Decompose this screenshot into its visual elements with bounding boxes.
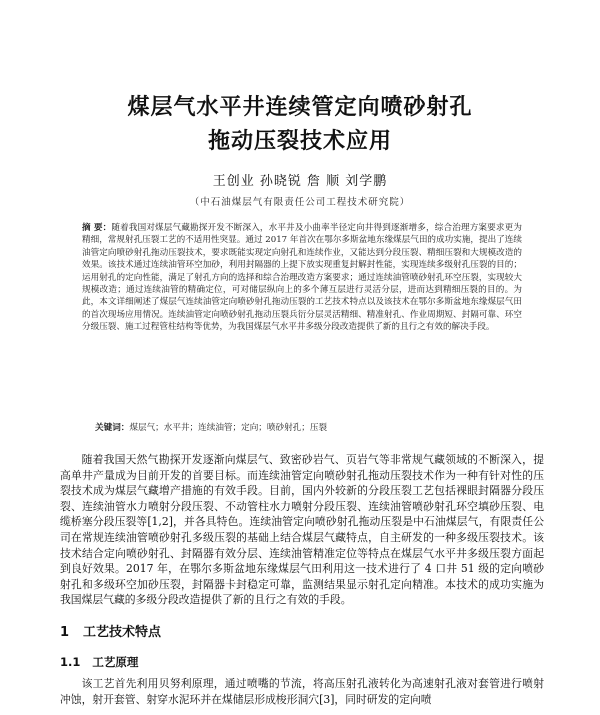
section-1-1-title: 工艺原理 <box>92 655 139 669</box>
affiliation: （中石油煤层气有限责任公司工程技术研究院） <box>189 197 411 208</box>
author-list: 王创业 孙晓锐 詹 顺 刘学鹏 <box>212 174 388 189</box>
abstract-text: 随着我国对煤层气藏勘探开发不断深入，水平井及小曲率半径定向井得到逐渐增多，综合治理方案要求更为精细，常规射孔压裂工艺的不适用性突显。通过 2017 年首次在鄂尔多斯盆地东缘煤层气田的成功实施，提出了连续油管定向喷砂射孔拖动压裂技术，要求既能实现定向射孔和连续作业，又能达到分段压裂、精细压裂和大规模改造的效果。该技术通过连续油管环空加砂，利用封隔器的上提下放实现重复封解封性能，实现连续多级射孔压裂的目的；运用射孔的定向性能，满足了射孔方向的选择和综合治理改造方案要求；通过连续油管喷砂射孔环空压裂，实现较大规模改造；通过连续油管的精确定位，可对储层纵向上的多个薄互层进行灵活分层，进而达到精细压裂的目的。为此，本文详细阐述了煤层气连续油管定向喷砂射孔拖动压裂的工艺技术特点以及该技术在鄂尔多斯盆地东缘煤层气田的首次现场应用情况。连续油管定向喷砂射孔拖动压裂兵衍分层灵活精细、精准射孔、作业周期短、封隔可靠、环空分级压裂、施工过程管柱结构等优势，为我国煤层气水平井多级分段改造提供了新的且行之有效的解决手段。 <box>82 223 522 333</box>
section-1-1-number: 1.1 <box>60 655 81 669</box>
keywords <box>95 422 525 434</box>
introduction-paragraph: 随着我国天然气勘探开发逐渐向煤层气、致密砂岩气、页岩气等非常规气藏领域的不断深入，提高单井产量成为目前开发的首要目标。而连续油管定向喷砂射孔拖动压裂技术作为一种有针对性的压裂技术成为煤层气藏增产措施的有效手段。目前，国内外较新的分段压裂工艺包括裸眼封隔器分段压裂、连续油管水力喷射分段压裂、不动管柱水力喷射分段压裂、连续油管喷砂射孔环空填砂压裂、电缆桥塞分段压裂等[1,2]，并各具特色。连续油管定向喷砂射孔拖动压裂是中石油煤层气，有限责任公司在常规连续油管喷砂射孔多级压裂的基础上结合煤层气藏特点，自主研发的一种多级压裂技术。该技术结合定向喷砂射孔、封隔器有效分层、连续油管精准定位等特点在煤层气水平井多级压裂方面起到良好效果。2017 年，在鄂尔多斯盆地东缘煤层气田利用这一技术进行了 4 口井 51 级的定向喷砂射孔和多级环空加砂压裂，封隔器卡封稳定可靠，监测结果显示射孔定向精准。本技术的成功实施为我国煤层气藏的多级分段改造提供了新的且行之有效的手段。 <box>60 453 544 607</box>
section-1-number: 1 <box>60 625 70 640</box>
section-1-1-heading <box>60 654 138 670</box>
paper-title-line-2: 拖动压裂技术应用 <box>207 129 392 154</box>
paper-title-line-1: 煤层气水平井连续管定向喷砂射孔 <box>127 95 473 120</box>
abstract-label: 摘 要： <box>82 223 112 233</box>
section-1-title: 工艺技术特点 <box>83 625 162 640</box>
section-1-heading <box>60 621 161 640</box>
keywords-label: 关键词： <box>95 423 130 433</box>
section-1-1-paragraph: 该工艺首先利用贝努利原理，通过喷嘴的节流，将高压射孔液转化为高速射孔液对套管进行喷射冲蚀，射开套管、射穿水泥环并在煤储层形成梭形洞穴[3]，同时研发的定向喷 <box>60 677 544 706</box>
keywords-text: 煤层气；水平井；连续油管；定向；喷砂射孔；压裂 <box>129 423 328 433</box>
abstract <box>82 222 522 334</box>
